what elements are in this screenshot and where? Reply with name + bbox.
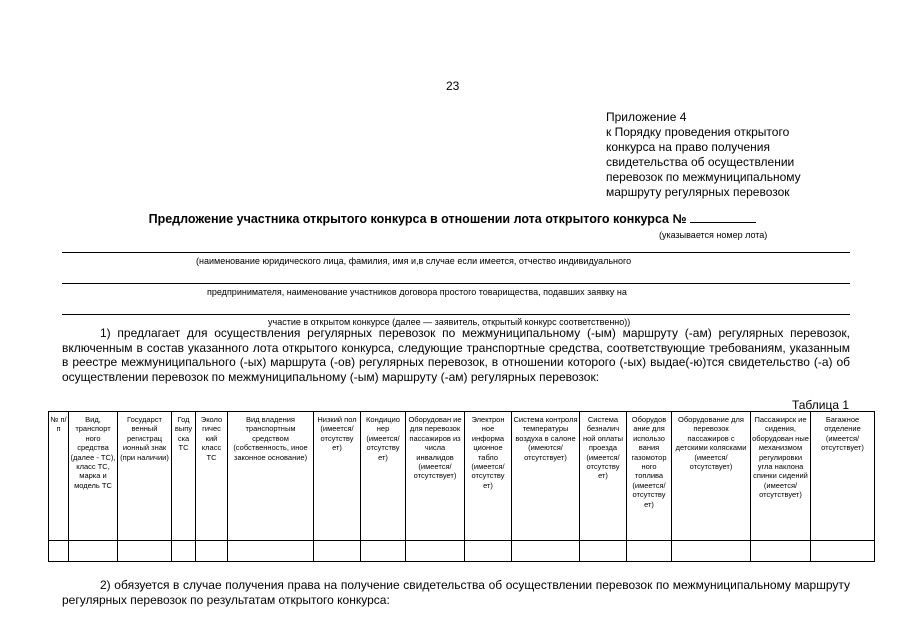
hint-line-1: (наименование юридического лица, фамилия, имя и,в случае если имеется, отчество индивидуального — [196, 256, 632, 266]
col-header-gas-fuel: Оборудов ание для использо вания газомотор ного топлива (имеется/ отсутству ет) — [627, 412, 672, 541]
table-row — [49, 541, 875, 562]
paragraph-2-text: 2) обязуется в случае получения права на получение свидетельства об осуществлении перевозок по межмуниципальному маршруту регулярных перевозок по результатам открытого конкурса: — [62, 578, 850, 607]
table-cell — [69, 541, 118, 562]
col-header-reclining-seats: Пассажирск ие сидения, оборудован ные механизмом регулировки угла наклона спинки сидений (имеется/ отсутствует) — [751, 412, 811, 541]
col-header-vehicle-type: Вид, транспорт ного средства (далее - ТС), класс ТС, марка и модель ТС — [69, 412, 118, 541]
hint-line-2: предпринимателя, наименование участников договора простого товарищества, подавших заявку на — [207, 287, 627, 297]
lot-number-hint: (указывается номер лота) — [659, 230, 768, 240]
page-number: 23 — [446, 79, 460, 93]
table-cell — [49, 541, 69, 562]
col-header-number: № п/п — [49, 412, 69, 541]
table-cell — [580, 541, 627, 562]
table-cell — [228, 541, 314, 562]
table-cell — [811, 541, 875, 562]
table-cell — [118, 541, 172, 562]
table-cell — [172, 541, 196, 562]
vehicles-table — [48, 411, 875, 562]
paragraph-2 — [62, 578, 850, 607]
col-header-low-floor: Низкий пол (имеется/ отсутству ет) — [314, 412, 361, 541]
heading-text: Предложение участника открытого конкурса в отношении лота открытого конкурса № — [148, 212, 687, 226]
appendix-line: конкурса на право получения — [606, 140, 771, 154]
col-header-air-conditioner: Кондицио нер (имеется/ отсутству ет) — [361, 412, 406, 541]
table-cell — [465, 541, 512, 562]
appendix-line: маршруту регулярных перевозок — [606, 185, 790, 199]
table-cell — [512, 541, 580, 562]
table-header-row — [49, 412, 875, 541]
table-cell — [751, 541, 811, 562]
appendix-line: к Порядку проведения открытого — [606, 125, 790, 139]
appendix-line: свидетельства об осуществлении — [606, 155, 795, 169]
appendix-line: перевозок по межмуниципальному — [606, 170, 801, 184]
document-heading — [0, 212, 905, 226]
table-cell — [406, 541, 465, 562]
table-cell — [196, 541, 228, 562]
col-header-luggage: Багажное отделение (имеется/ отсутствует) — [811, 412, 875, 541]
col-header-year: Год выпу ска ТС — [172, 412, 196, 541]
lot-number-blank — [690, 212, 756, 223]
col-header-cashless-payment: Система безналич ной оплаты проезда (имеется/ отсутству ет) — [580, 412, 627, 541]
col-header-disabled-equipment: Оборудован ие для перевозок пассажиров из числа инвалидов (имеется/ отсутствует) — [406, 412, 465, 541]
fill-line-2 — [62, 283, 850, 284]
appendix-line: Приложение 4 — [606, 110, 687, 124]
hint-line-3: участие в открытом конкурсе (далее — заявитель, открытый конкурс соответственно)) — [268, 317, 631, 327]
table-cell — [361, 541, 406, 562]
fill-line-3 — [62, 314, 850, 315]
col-header-climate-control: Система контроля температуры воздуха в салоне (имеются/ отсутствует) — [512, 412, 580, 541]
paragraph-1-text: 1) предлагает для осуществления регулярных перевозок по межмуниципальному (-ым) маршруту (-ам) регулярных перевозок, включенным в состав указанного лота открытого конкурса, следующие транспортные средства, соответствующие требованиям, указанным в реестре межмуниципального (-ых) маршрута (-ов) регулярных перевозок, в отношении которого (-ых) выдае(-ю)тся свидетельство (-а) об осуществлении перевозок по межмуниципальному (-ым) маршруту (-ам) регулярных перевозок: — [62, 326, 850, 384]
col-header-info-display: Электрон ное информа ционное табло (имеется/ отсутству ет) — [465, 412, 512, 541]
col-header-ownership: Вид владения транспортным средством (собственность, иное законное основание) — [228, 412, 314, 541]
appendix-note — [606, 110, 801, 200]
table-cell — [314, 541, 361, 562]
paragraph-1 — [62, 326, 850, 384]
table-caption: Таблица 1 — [791, 398, 849, 412]
table-cell — [627, 541, 672, 562]
col-header-stroller-equipment: Оборудование для перевозок пассажиров с детскими колясками (имеется/ отсутствует) — [672, 412, 751, 541]
fill-line-1 — [62, 252, 850, 253]
table-cell — [672, 541, 751, 562]
col-header-eco-class: Эколо гичес кий класс ТС — [196, 412, 228, 541]
col-header-reg-plate: Государст венный регистрац ионный знак (при наличии) — [118, 412, 172, 541]
